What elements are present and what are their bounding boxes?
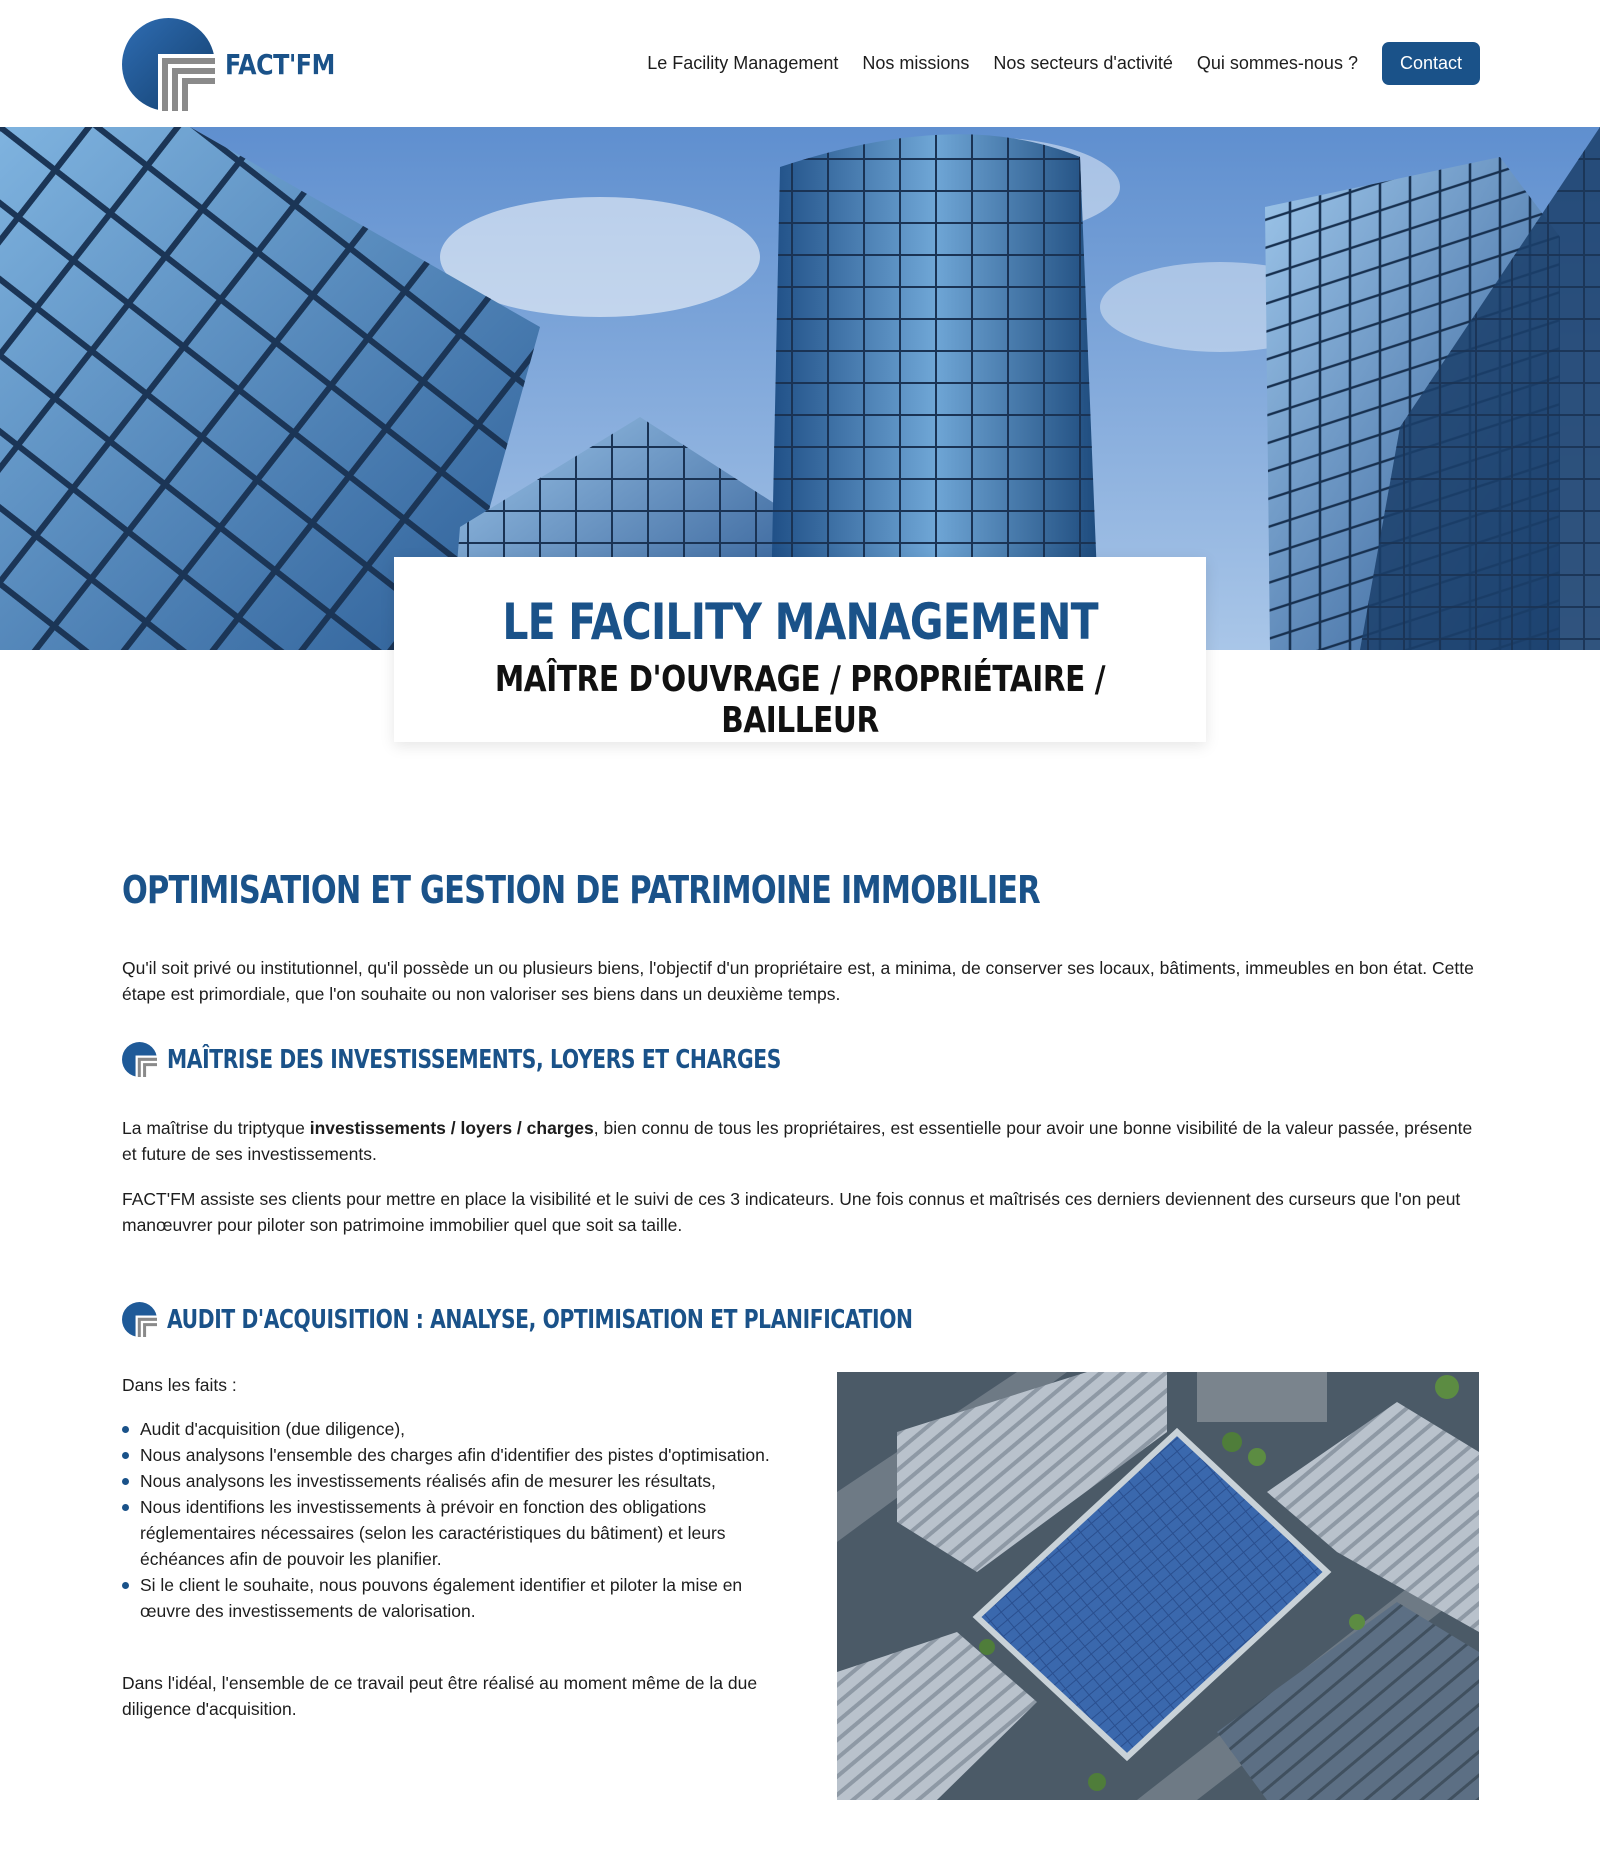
list-item: Nous identifions les investissements à prévoir en fonction des obligations réglementaires nécessaires (selon les caractéristiques du bâtiment) et leurs échéances afin de pouvoir les planifier. xyxy=(122,1494,782,1572)
triptyque-text-before: La maîtrise du triptyque xyxy=(122,1118,310,1138)
list-item: Nous analysons les investissements réalisés afin de mesurer les résultats, xyxy=(122,1468,782,1494)
page-title: LE FACILITY MANAGEMENT xyxy=(502,593,1098,651)
section-heading: OPTIMISATION ET GESTION DE PATRIMOINE IMMOBILIER xyxy=(122,868,1040,912)
nav-qui-sommes-nous[interactable]: Qui sommes-nous ? xyxy=(1196,53,1358,73)
logo-text: FACT'FM xyxy=(225,48,335,81)
main-nav xyxy=(623,42,1480,85)
nav-missions[interactable]: Nos missions xyxy=(862,53,970,73)
subsection-title: AUDIT D'ACQUISITION : ANALYSE, OPTIMISATION ET PLANIFICATION xyxy=(167,1304,913,1335)
page-subtitle: MAÎTRE D'OUVRAGE / PROPRIÉTAIRE / BAILLEUR xyxy=(494,659,1106,741)
nav-secteurs[interactable]: Nos secteurs d'activité xyxy=(993,53,1173,73)
triptyque-text-after: , bien connu de tous les propriétaires, est essentielle pour avoir une bonne visibilité de la valeur passée, présente et future de ses investissements. xyxy=(122,1118,1473,1164)
site-logo[interactable] xyxy=(122,18,354,111)
subsection-title: MAÎTRISE DES INVESTISSEMENTS, LOYERS ET CHARGES xyxy=(167,1044,781,1075)
triptyque-bold: investissements / loyers / charges xyxy=(309,1118,594,1138)
triptyque-paragraph xyxy=(122,1115,1482,1167)
subsection-heading-investissements xyxy=(122,1042,954,1077)
contact-button[interactable]: Contact xyxy=(1382,42,1480,85)
list-item: Si le client le souhaite, nous pouvons également identifier et piloter la mise en œuvre des investissements de valorisation. xyxy=(122,1572,782,1624)
logo-icon xyxy=(122,18,215,111)
list-item: Audit d'acquisition (due diligence), xyxy=(122,1416,782,1442)
audit-list xyxy=(122,1416,782,1624)
audit-closing: Dans l'idéal, l'ensemble de ce travail peut être réalisé au moment même de la due diligence d'acquisition. xyxy=(122,1673,758,1719)
logo-bullet-icon xyxy=(122,1302,157,1337)
intro-paragraph: Qu'il soit privé ou institutionnel, qu'il possède un ou plusieurs biens, l'objectif d'un propriétaire est, a minima, de conserver ses locaux, bâtiments, immeubles en bon état. Cette étape est primordiale, que l'on souhaite ou non valoriser ses biens dans un deuxième temps. xyxy=(122,958,1474,1004)
logo-bullet-icon xyxy=(122,1042,157,1077)
aerial-solar-image xyxy=(837,1372,1479,1800)
aerial-industrial-illustration xyxy=(837,1372,1479,1800)
list-item: Nous analysons l'ensemble des charges afin d'identifier des pistes d'optimisation. xyxy=(122,1442,782,1468)
site-header xyxy=(0,0,1600,127)
hero-title-card xyxy=(394,557,1206,742)
nav-facility-management[interactable]: Le Facility Management xyxy=(647,53,839,73)
audit-lead: Dans les faits : xyxy=(122,1375,237,1395)
factfm-paragraph: FACT'FM assiste ses clients pour mettre en place la visibilité et le suivi de ces 3 indicateurs. Une fois connus et maîtrisés ces derniers deviennent des curseurs que l'on peut manœuvrer pour piloter son patrimoine immobilier quel que soit sa taille. xyxy=(122,1189,1461,1235)
subsection-heading-audit xyxy=(122,1302,1123,1337)
